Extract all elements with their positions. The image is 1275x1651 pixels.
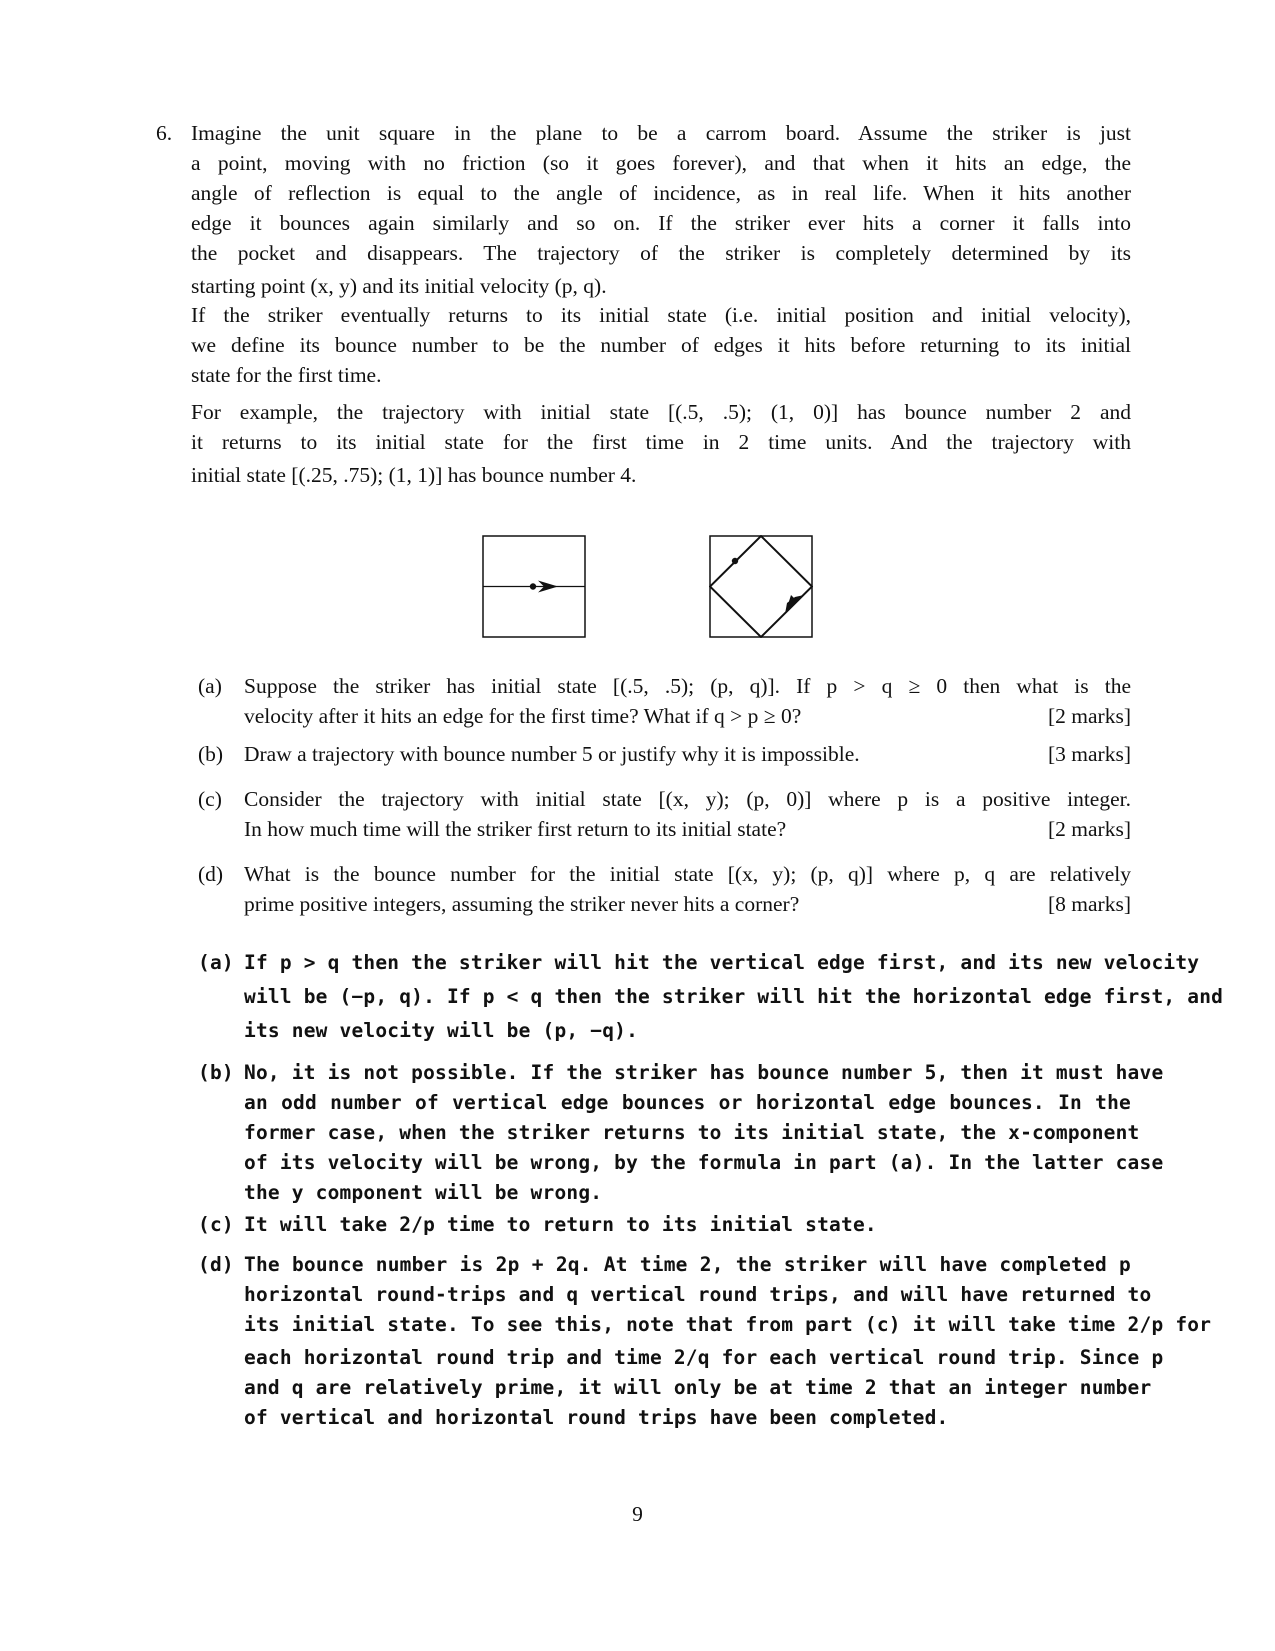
part-line: In how much time will the striker first return to its initial state? [244, 817, 787, 841]
marks-label: [3 marks] [1048, 742, 1131, 766]
answer-line: its new velocity will be (p, −q). [244, 1019, 639, 1042]
example-line: it returns to its initial state for the first time in 2 time units. And the trajectory with [191, 430, 1131, 454]
example-line: initial state [(.25, .75); (1, 1)] has bounce number 4. [191, 463, 637, 487]
answer-line: its initial state. To see this, note that from part (c) it will take time 2/p for [244, 1313, 1212, 1336]
part-line: prime positive integers, assuming the striker never hits a corner? [244, 892, 800, 916]
answer-line: will be (−p, q). If p < q then the striker will hit the horizontal edge first, and [244, 985, 1224, 1008]
part-line: Consider the trajectory with initial state [(x, y); (p, 0)] where p is a positive integer. [244, 787, 1131, 811]
part-line: Suppose the striker has initial state [(.5, .5); (p, q)]. If p > q ≥ 0 then what is the [244, 674, 1131, 698]
page-number: 9 [632, 1502, 643, 1526]
question-definition [191, 300, 1131, 390]
part-label: (d) [198, 862, 224, 886]
marks-label: [2 marks] [1048, 704, 1131, 728]
intro-line: Imagine the unit square in the plane to be a carrom board. Assume the striker is just [191, 121, 1131, 145]
trajectory-figure-diamond [709, 535, 813, 638]
intro-line: the pocket and disappears. The trajectory of the striker is completely determined by its [191, 241, 1131, 265]
answer-line: No, it is not possible. If the striker has bounce number 5, then it must have [244, 1061, 1164, 1084]
answer-d [198, 1250, 1212, 1440]
part-line: Draw a trajectory with bounce number 5 or justify why it is impossible. [244, 742, 860, 766]
intro-line: edge it bounces again similarly and so on. If the striker ever hits a corner it falls into [191, 211, 1131, 235]
answer-b [198, 1058, 1164, 1208]
answer-line: an odd number of vertical edge bounces or horizontal edge bounces. In the [244, 1091, 1131, 1114]
question-example [191, 397, 1131, 490]
marks-label: [2 marks] [1048, 817, 1131, 841]
intro-line: starting point (x, y) and its initial velocity (p, q). [191, 274, 607, 298]
answer-line: horizontal round-trips and q vertical round trips, and will have returned to [244, 1283, 1152, 1306]
question-intro [191, 118, 1131, 301]
question-number: 6. [156, 121, 173, 145]
answer-line: and q are relatively prime, it will only be at time 2 that an integer number [244, 1376, 1152, 1399]
part-label: (b) [198, 742, 224, 766]
answer-line: The bounce number is 2p + 2q. At time 2, the striker will have completed p [244, 1253, 1131, 1276]
intro-line: angle of reflection is equal to the angle of incidence, as in real life. When it hits another [191, 181, 1131, 205]
question-part-c [198, 784, 1131, 844]
answer-a [198, 948, 1224, 1048]
definition-line: state for the first time. [191, 363, 382, 387]
answer-line: of its velocity will be wrong, by the formula in part (a). In the latter case [244, 1151, 1164, 1174]
part-label: (c) [198, 787, 222, 811]
answer-line: If p > q then the striker will hit the vertical edge first, and its new velocity [244, 951, 1200, 974]
answer-line: each horizontal round trip and time 2/q for each vertical round trip. Since p [244, 1346, 1164, 1369]
answer-label: (c) [198, 1213, 234, 1236]
answer-c [198, 1210, 1131, 1240]
answer-label: (d) [198, 1253, 234, 1276]
answer-line: former case, when the striker returns to its initial state, the x-component [244, 1121, 1140, 1144]
answer-label: (a) [198, 951, 234, 974]
example-line: For example, the trajectory with initial state [(.5, .5); (1, 0)] has bounce number 2 and [191, 400, 1131, 424]
part-label: (a) [198, 674, 222, 698]
answer-line: of vertical and horizontal round trips have been completed. [244, 1406, 949, 1429]
part-line: velocity after it hits an edge for the first time? What if q > p ≥ 0? [244, 704, 802, 728]
intro-line: a point, moving with no friction (so it goes forever), and that when it hits an edge, the [191, 151, 1131, 175]
part-line: What is the bounce number for the initial state [(x, y); (p, q)] where p, q are relatively [244, 862, 1131, 886]
answer-line: the y component will be wrong. [244, 1181, 603, 1204]
question-part-d [198, 859, 1131, 919]
answer-line: It will take 2/p time to return to its initial state. [244, 1213, 877, 1236]
definition-line: If the striker eventually returns to its initial state (i.e. initial position and initial velocity), [191, 303, 1131, 327]
question-part-a [198, 671, 1131, 731]
definition-line: we define its bounce number to be the number of edges it hits before returning to its initial [191, 333, 1131, 357]
marks-label: [8 marks] [1048, 892, 1131, 916]
answer-label: (b) [198, 1061, 234, 1084]
trajectory-figure-horizontal [482, 535, 586, 638]
question-part-b [198, 739, 1131, 769]
